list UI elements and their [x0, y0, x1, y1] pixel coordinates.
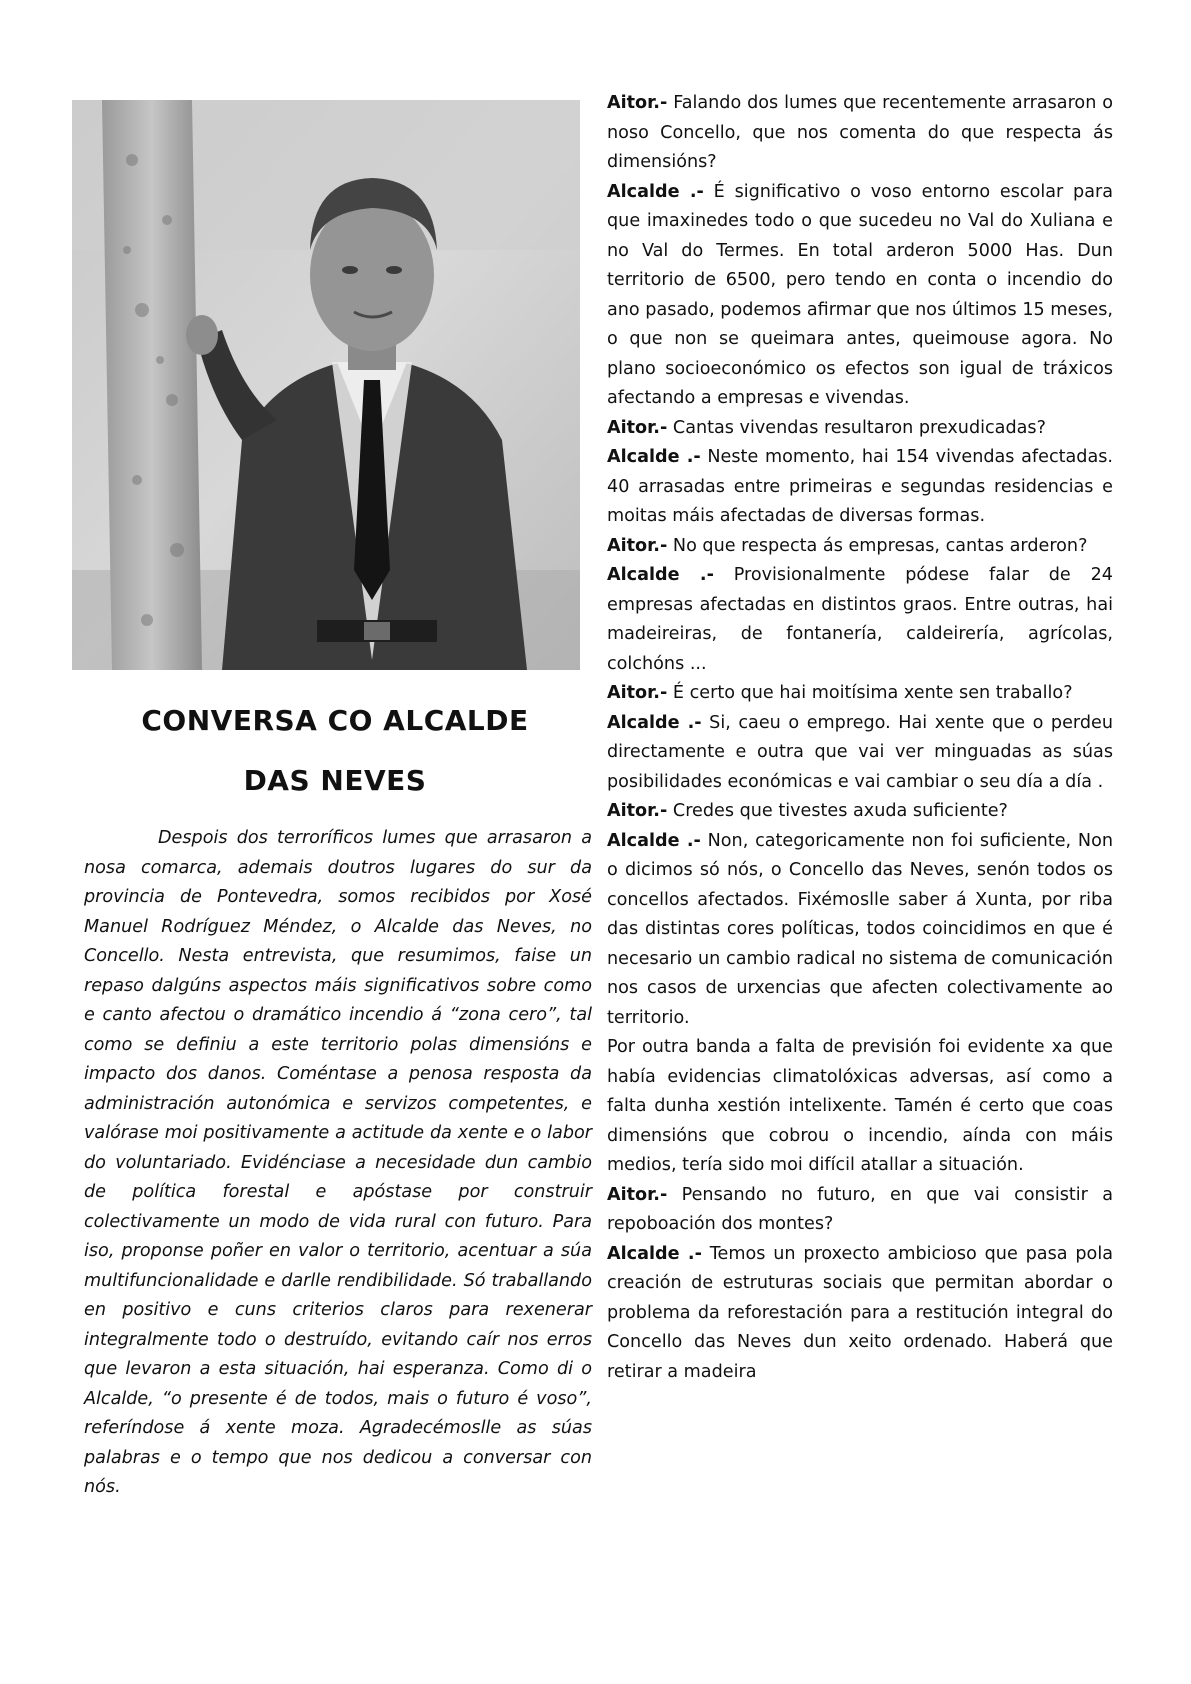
intro-paragraph: Despois dos terroríficos lumes que arrasaron a nosa comarca, ademais doutros lugares do sur da provincia de Pontevedra, somos recibidos por Xosé Manuel Rodríguez Méndez, o Alcalde das Neves, no Concello. Nesta entrevista, que resumimos, faise un repaso dalgúns aspectos máis significativos sobre como e canto afectou o dramático incendio á “zona cero”, tal como se definiu a este territorio polas dimensións e impacto dos danos. Coméntase a penosa resposta da administración autonómica e servizos competentes, e valórase moi positivamente a actitude da xente e o labor do voluntariado. Evidénciase a necesidade dun cambio de política forestal e apóstase por construir colectivamente un modo de vida rural con futuro. Para iso, proponse poñer en valor o territorio, acentuar a súa multifuncionalidade e darlle rendibilidade. Só traballando en positivo e cuns criterios claros para rexenerar integralmente todo o destruído, evitando caír nos erros que levaron a esta situación, hai esperanza. Como di o Alcalde, “o presente é de todos, mais o futuro é voso”, referíndose á xente moza. Agradecémoslle as súas palabras e o tempo que nos dedicou a conversar con nós. [84, 828, 592, 1497]
speaker-label: Alcalde .- [607, 447, 701, 467]
speaker-label: Alcalde .- [607, 181, 704, 202]
interview-paragraph [607, 1240, 1113, 1388]
interview-paragraph [607, 1181, 1113, 1240]
article-title-line-2: DAS NEVES [243, 764, 427, 797]
interview-paragraph [607, 709, 1113, 798]
interview-paragraph [607, 679, 1113, 709]
interview-text: É certo que hai moitísima xente sen traballo? [667, 683, 1073, 703]
interview-text: Si, caeu o emprego. Hai xente que o perdeu directamente e outra que vai ver minguadas as súas posibilidades económicas e vai cambiar o seu día a día . [607, 712, 1113, 792]
interview-paragraph [607, 414, 1113, 444]
interview-text: Temos un proxecto ambicioso que pasa pola creación de estruturas sociais que permitan abordar o problema da reforestación para a restitución integral do Concello das Neves dun xeito ordenado. Haberá que retirar a madeira [607, 1243, 1113, 1382]
interview-paragraph [607, 443, 1113, 532]
interview-paragraph [607, 532, 1113, 562]
interview-paragraph [607, 1033, 1113, 1181]
interview-text: Non, categoricamente non foi suficiente, Non o dicimos só nós, o Concello das Neves, senón todos os concellos afectados. Fixémoslle saber á Xunta, por riba das distintas cores políticas, todos coincidimos en que é necesario un cambio radical no sistema de comunicación nos casos de urxencias que afecten colectivamente ao territorio. [607, 830, 1114, 1028]
speaker-label: Aitor.- [607, 93, 668, 113]
interview-paragraph [607, 178, 1113, 414]
interview-paragraph [607, 797, 1113, 827]
speaker-label: Aitor.- [607, 801, 668, 821]
speaker-label: Aitor.- [607, 1184, 668, 1205]
speaker-label: Aitor.- [607, 535, 668, 556]
interview-text: Falando dos lumes que recentemente arrasaron o noso Concello, que nos comenta do que respecta ás dimensións? [607, 93, 1113, 172]
interview-paragraph [607, 561, 1113, 679]
interview-paragraph [607, 827, 1113, 1034]
interview-text: Provisionalmente pódese falar de 24 empresas afectadas en distintos graos. Entre outras, hai madeireiras, de fontanería, caldeirería, agrícolas, colchóns ... [607, 565, 1113, 674]
speaker-label: Aitor.- [607, 683, 668, 703]
interview-text: É significativo o voso entorno escolar para que imaxinedes todo o que sucedeu no Val do Xuliana e no Val do Termes. En total arderon 5000 Has. Dun territorio de 6500, pero tendo en conta o incendio do ano pasado, podemos afirmar que nos últimos 15 meses, o que non se queimara antes, queimouse agora. No plano socioeconómico os efectos son igual de tráxicos afectando a empresas e vivendas. [607, 181, 1114, 408]
interview-text: Credes que tivestes axuda suficiente? [667, 801, 1008, 821]
speaker-label: Aitor.- [607, 417, 668, 438]
interview-text: No que respecta ás empresas, cantas arderon? [667, 535, 1088, 556]
interview-column [607, 89, 1113, 1387]
interview-text: Neste momento, hai 154 vivendas afectadas. 40 arrasadas entre primeiras e segundas residencias e moitas máis afectadas de diversas formas. [607, 447, 1114, 526]
interview-photo [72, 100, 580, 670]
interview-paragraph [607, 89, 1113, 178]
interview-text: Pensando no futuro, en que vai consistir a repoboación dos montes? [607, 1184, 1113, 1234]
speaker-label: Alcalde .- [607, 565, 714, 585]
article-title-line-1: CONVERSA CO ALCALDE [141, 704, 529, 737]
interview-text: Cantas vivendas resultaron prexudicadas? [667, 417, 1046, 438]
interview-text: Por outra banda a falta de previsión foi evidente xa que había evidencias climatolóxicas adversas, así como a falta dunha xestión intelixente. Tamén é certo que coas dimensións que cobrou o incendio, aínda con máis medios, tería sido moi difícil atallar a situación. [607, 1037, 1113, 1175]
speaker-label: Alcalde .- [607, 712, 702, 733]
speaker-label: Alcalde .- [607, 1243, 702, 1264]
speaker-label: Alcalde .- [607, 830, 701, 851]
portrait-illustration [72, 100, 580, 670]
